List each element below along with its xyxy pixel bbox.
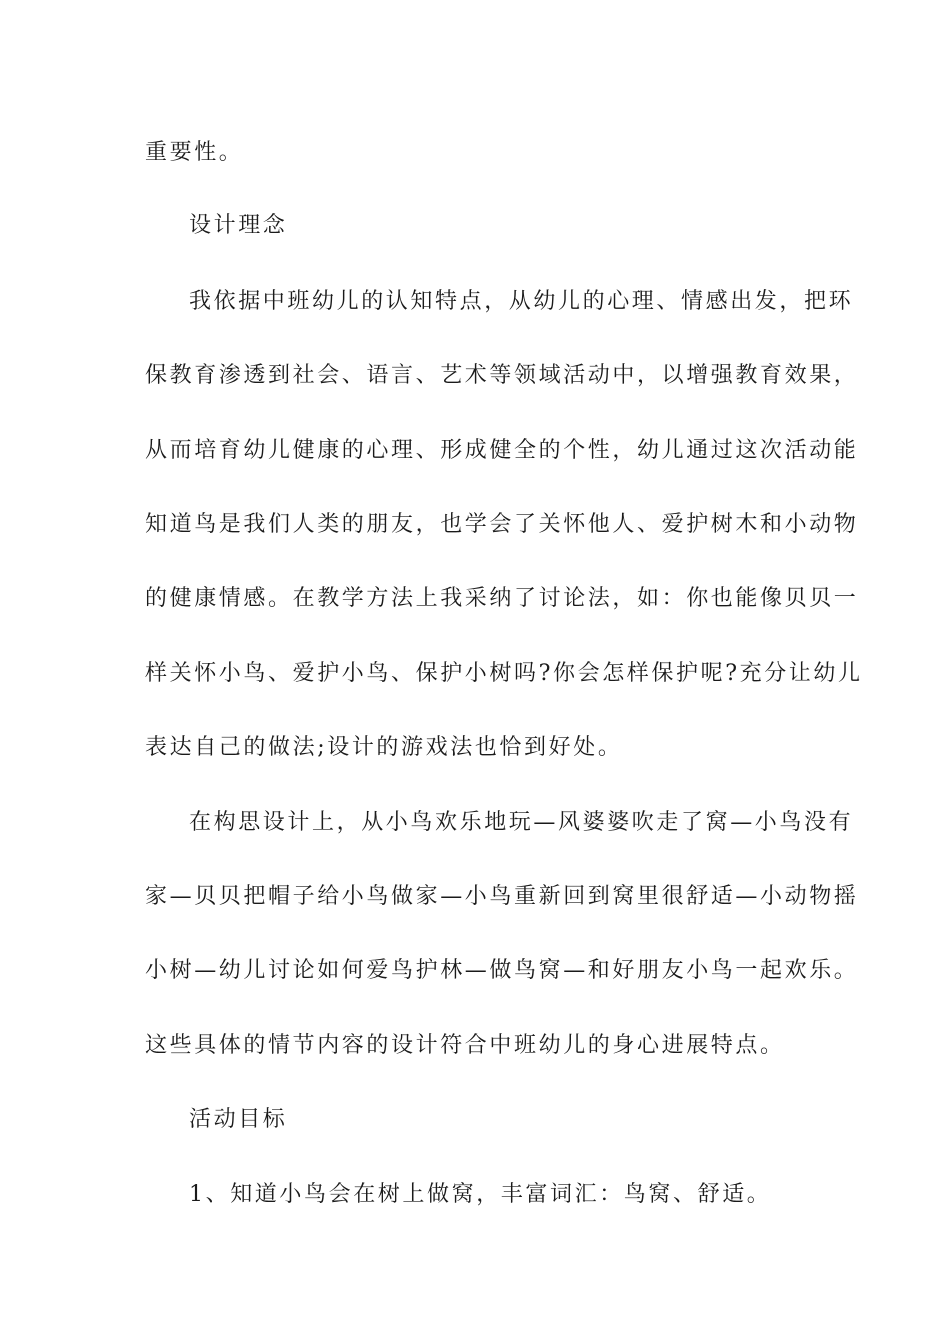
paragraph-line: 我依据中班幼儿的认知特点，从幼儿的心理、情感出发，把环: [189, 289, 854, 314]
paragraph-line: 从而培育幼儿健康的心理、形成健全的个性，幼儿通过这次活动能: [145, 438, 859, 463]
paragraph-line: 样关怀小鸟、爱护小鸟、保护小树吗?你会怎样保护呢?充分让幼儿: [145, 661, 863, 686]
paragraph-line: 在构思设计上，从小鸟欢乐地玩—风婆婆吹走了窝—小鸟没有: [189, 810, 854, 835]
paragraph-line: 这些具体的情节内容的设计符合中班幼儿的身心进展特点。: [145, 1033, 785, 1058]
paragraph-line: 的健康情感。在教学方法上我采纳了讨论法，如：你也能像贝贝一: [145, 586, 859, 611]
paragraph-line: 小树—幼儿讨论如何爱鸟护林—做鸟窝—和好朋友小鸟一起欢乐。: [145, 958, 859, 983]
paragraph-line: 知道鸟是我们人类的朋友，也学会了关怀他人、爱护树木和小动物: [145, 512, 859, 537]
paragraph-line: 表达自己的做法;设计的游戏法也恰到好处。: [145, 735, 623, 760]
section-heading-activity-goals: 活动目标: [189, 1107, 288, 1132]
paragraph-line: 保教育渗透到社会、语言、艺术等领域活动中，以增强教育效果，: [145, 363, 859, 388]
text-line-continuation: 重要性。: [145, 140, 244, 165]
paragraph-line: 家—贝贝把帽子给小鸟做家—小鸟重新回到窝里很舒适—小动物摇: [145, 884, 859, 909]
section-heading-design-concept: 设计理念: [189, 213, 288, 238]
goal-item-1: 1、知道小鸟会在树上做窝，丰富词汇：鸟窝、舒适。: [189, 1182, 772, 1207]
